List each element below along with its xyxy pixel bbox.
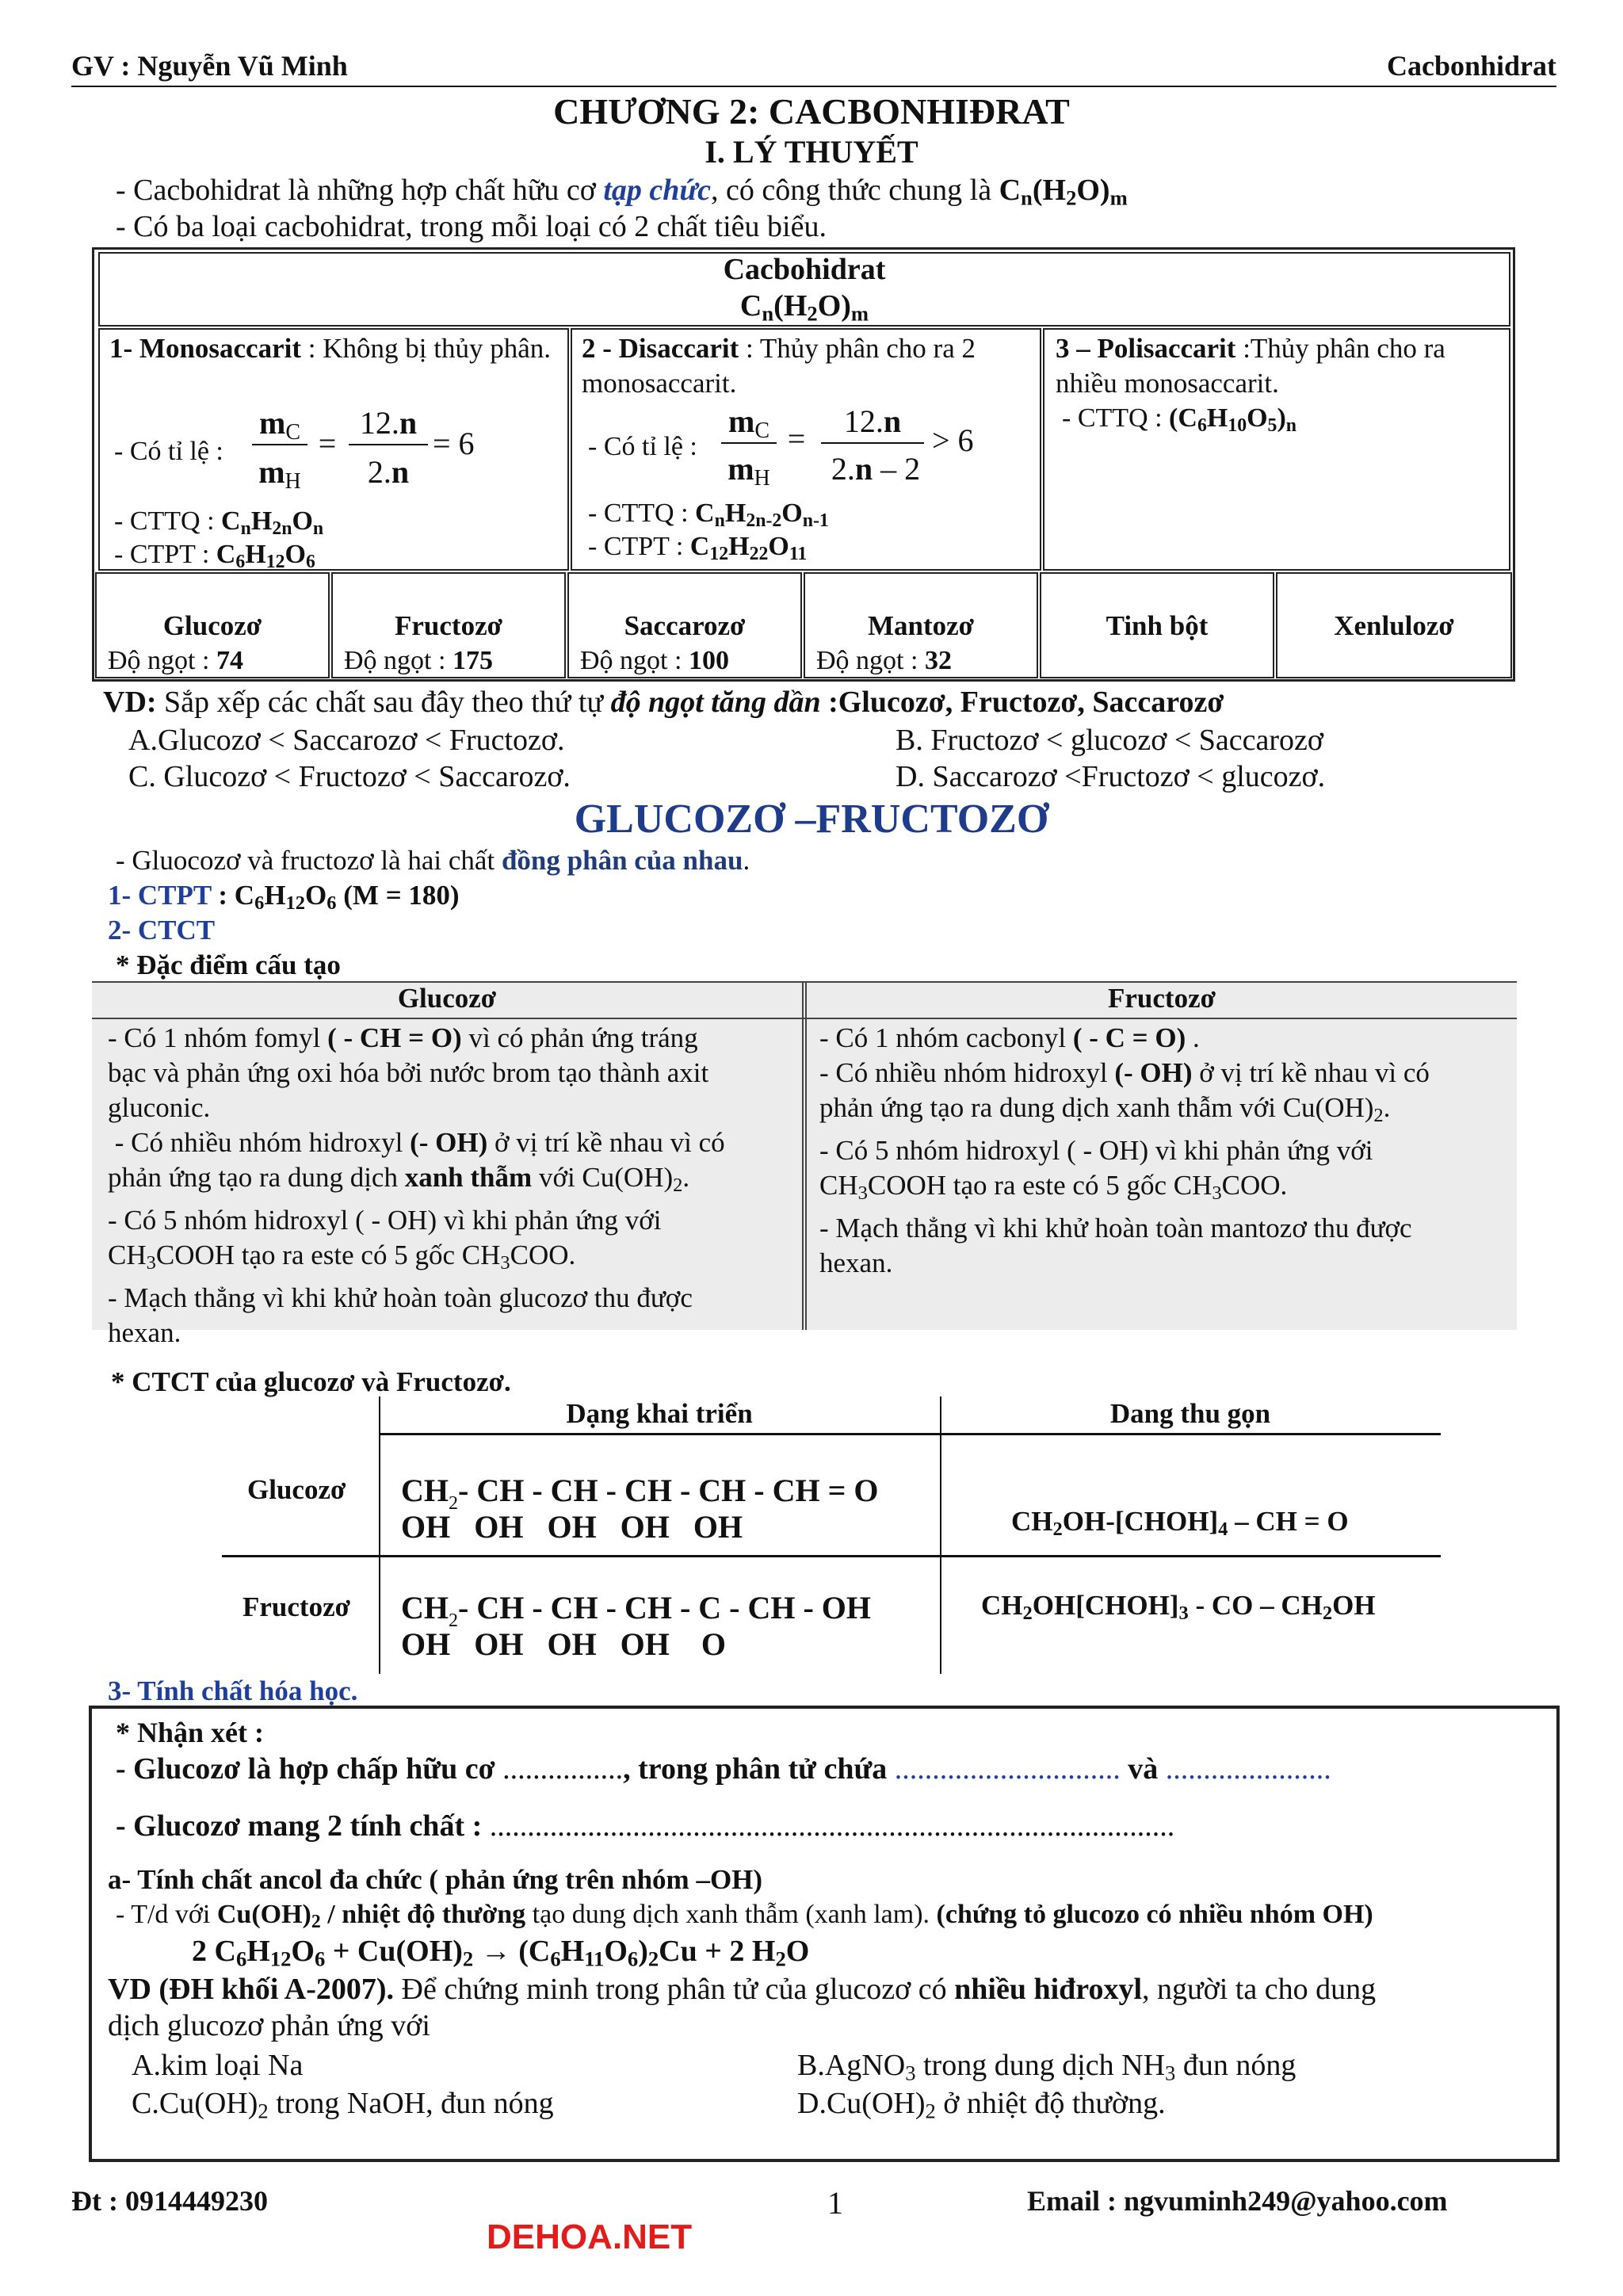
sugar-name-tinhbot: Tinh bột bbox=[1106, 610, 1209, 641]
gf-intro: - Gluocozơ và fructozơ là hai chất đồng phân của nhau. bbox=[116, 845, 750, 876]
compare-glucozo-line: phản ứng tạo ra dung dịch xanh thẫm với $Cu(OH)_2$. bbox=[108, 1162, 690, 1197]
header-rule bbox=[71, 86, 1556, 87]
props-a-line: - T/d với $Cu(OH)_2$ / nhiệt độ thường tạo dung dịch xanh thẫm (xanh lam). (chứng tỏ glucozo có nhiều nhóm OH) bbox=[116, 1900, 1373, 1932]
ctct-fructozo-label: Fructozơ bbox=[242, 1591, 350, 1622]
mono-den-right: 2.n bbox=[367, 454, 410, 490]
sugar-sweet-glucozo: Độ ngọt : 74 bbox=[108, 646, 243, 675]
footer-phone: Đt : 0914449230 bbox=[71, 2185, 268, 2217]
tap-chuc-text: tạp chức bbox=[603, 174, 712, 207]
di-cttq: - CTTQ : $C_nH_{2n-2}O_{n-1}$ bbox=[588, 499, 829, 531]
compare-glucozo-line: - Có 5 nhóm hidroxyl ( - OH) vì khi phản ứng với bbox=[108, 1205, 662, 1236]
props-option-c: $C.Cu(OH)_2$ trong NaOH, đun nóng bbox=[132, 2087, 554, 2123]
compare-glucozo-line: bạc và phản ứng oxi hóa bởi nước brom tạo thành axit bbox=[108, 1057, 709, 1088]
di-ratio-label: - Có tỉ lệ : bbox=[588, 432, 697, 461]
di-heading: 2 - Disaccarit : Thủy phân cho ra 2 monosaccarit. bbox=[582, 333, 976, 399]
section-title: I. LÝ THUYẾT bbox=[705, 134, 918, 170]
mono-result: = 6 bbox=[433, 426, 475, 461]
sugar-sweet-saccarozo: Độ ngọt : 100 bbox=[580, 646, 729, 675]
props-option-d: $D.Cu(OH)_2$ ở nhiệt độ thường. bbox=[797, 2087, 1166, 2123]
intro-line-1: - Cacbohidrat là những hợp chất hữu cơ tạp chức, có công thức chung là $C_n(H_2O)_m$ bbox=[116, 174, 1128, 210]
mono-fracline-right bbox=[349, 444, 428, 445]
compare-glucozo-line: $CH_3COOH$ tạo ra este có 5 gốc $CH_3COO$. bbox=[108, 1240, 576, 1274]
structure-note: * Đặc điểm cấu tạo bbox=[116, 949, 341, 980]
sugar-name-fructozo: Fructozơ bbox=[395, 610, 502, 641]
gf-title: GLUCOZƠ –FRUCTOZƠ bbox=[574, 797, 1049, 842]
mono-num-right: 12.n bbox=[359, 405, 418, 441]
props-a-title: a- Tính chất ancol đa chức ( phản ứng trên nhóm –OH) bbox=[108, 1864, 763, 1895]
props-line-2: - Glucozơ mang 2 tính chất : ........................................................................................... bbox=[116, 1809, 1175, 1843]
header-subject: Cacbonhidrat bbox=[1386, 50, 1556, 82]
ctct-mid-rule bbox=[222, 1555, 1441, 1557]
compare-glucozo-line: - Mạch thẳng vì khi khử hoàn toàn glucozơ thu được bbox=[108, 1282, 693, 1314]
poly-cttq: - CTTQ : $(C_6H_{10}O_5)_n$ bbox=[1062, 403, 1297, 436]
props-note: * Nhận xét : bbox=[116, 1717, 264, 1748]
compare-fructozo-body bbox=[819, 1021, 1509, 1281]
ctct-vline-2 bbox=[940, 1396, 941, 1674]
compare-glucozo-line: gluconic. bbox=[108, 1092, 211, 1123]
compare-glucozo-line: - Có 1 nhóm fomyl ( - CH = O) vì có phản ứng tráng bbox=[108, 1022, 698, 1053]
mono-equals: = bbox=[318, 426, 337, 461]
di-fracline-right bbox=[821, 442, 924, 444]
props-vd-line-1: VD (ĐH khối A-2007). Để chứng minh trong phân tử của glucozơ có nhiều hiđroxyl, người ta cho dung bbox=[108, 1973, 1377, 2006]
di-den-right: 2.n – 2 bbox=[831, 451, 921, 487]
example1-question: VD: Sắp xếp các chất sau đây theo thứ tự độ ngọt tăng dần :Glucozơ, Fructozơ, Saccarozơ bbox=[103, 686, 1224, 719]
compare-fructozo-line: phản ứng tạo ra dung dịch xanh thẫm với $Cu(OH)_2$. bbox=[819, 1092, 1391, 1127]
ctct-glucozo-label: Glucozơ bbox=[247, 1474, 346, 1505]
mono-ctpt: - CTPT : $C_6H_{12}O_6$ bbox=[114, 540, 315, 572]
compare-fructozo-line: hexan. bbox=[819, 1247, 893, 1279]
mono-heading: 1- Monosaccarit : Không bị thủy phân. bbox=[109, 333, 551, 364]
sugar-name-mantozo: Mantozơ bbox=[867, 610, 975, 641]
fructozo-oh-row: OH OH OH OH O bbox=[401, 1626, 727, 1662]
dehoa-logo: DEHOA.NET bbox=[487, 2218, 693, 2256]
example1-option-c: C. Glucozơ < Fructozơ < Saccarozơ. bbox=[128, 760, 571, 793]
mono-ratio-label: - Có tỉ lệ : bbox=[114, 437, 223, 466]
chapter-title: CHƯƠNG 2: CACBONHIĐRAT bbox=[553, 91, 1070, 132]
chem-props-title: 3- Tính chất hóa học. bbox=[108, 1675, 358, 1706]
ctct-title: * CTCT của glucozơ và Fructozơ. bbox=[111, 1366, 511, 1397]
fructozo-short: $CH_2OH[CHOH]_3$ - CO – $CH_2OH$ bbox=[981, 1590, 1376, 1625]
ctct-head-rule bbox=[379, 1433, 1441, 1435]
compare-fructozo-line: - Có 5 nhóm hidroxyl ( - OH) vì khi phản ứng với bbox=[819, 1135, 1373, 1167]
compare-fructozo-line: - Có 1 nhóm cacbonyl ( - C = O) . bbox=[819, 1022, 1200, 1053]
mono-den-left: $m_H$ bbox=[258, 454, 301, 494]
example1-option-a: A.Glucozơ < Saccarozơ < Fructozơ. bbox=[128, 724, 565, 757]
general-formula: $C_n(H_2O)_m$ bbox=[999, 174, 1128, 210]
props-option-a: A.kim loại Na bbox=[132, 2049, 304, 2082]
di-ctpt: - CTPT : $C_{12}H_{22}O_{11}$ bbox=[588, 532, 808, 564]
di-fracline-left bbox=[721, 442, 777, 444]
ctct-label: 2- CTCT bbox=[108, 915, 216, 946]
compare-glucozo-line: hexan. bbox=[108, 1317, 181, 1349]
compare-fructozo-line: - Mạch thẳng vì khi khử hoàn toàn mantozơ thu được bbox=[819, 1213, 1412, 1244]
compare-fructozo-line: $CH_3COOH$ tạo ra este có 5 gốc $CH_3COO$. bbox=[819, 1170, 1288, 1205]
sugar-name-glucozo: Glucozơ bbox=[162, 610, 262, 641]
sugar-name-xenlulozo: Xenlulozơ bbox=[1334, 610, 1454, 641]
glucozo-open-chain: $CH_2-$ CH - CH - CH - CH - CH = O bbox=[401, 1473, 879, 1514]
carb-formula: $C_n(H_2O)_m$ bbox=[739, 289, 869, 326]
props-line-1: - Glucozơ là hợp chấp hữu cơ ................, trong phân tử chứa .............................. và ...................... bbox=[116, 1752, 1331, 1786]
mono-num-left: $m_C$ bbox=[258, 405, 300, 445]
fructozo-open-chain: $CH_2-$ CH - CH - CH - C - CH - OH bbox=[401, 1590, 872, 1631]
example1-option-b: B. Fructozơ < glucozơ < Saccarozơ bbox=[896, 724, 1323, 757]
compare-head-glucozo: Glucozơ bbox=[397, 983, 497, 1014]
compare-fructozo-line: - Có nhiều nhóm hidroxyl (- OH) ở vị trí kề nhau vì có bbox=[819, 1057, 1430, 1088]
mono-cttq: - CTTQ : $C_nH_{2n}O_n$ bbox=[114, 506, 324, 539]
intro-line-2: - Có ba loại cacbohidrat, trong mỗi loại có 2 chất tiêu biểu. bbox=[116, 210, 827, 243]
sugar-name-saccarozo: Saccarozơ bbox=[624, 610, 746, 641]
ctct-vline-1 bbox=[379, 1396, 380, 1674]
ctpt-line: 1- CTPT : $C_6H_{12}O_6$ (M = 180) bbox=[108, 880, 460, 915]
props-option-b: B.AgNO$_3$ trong dung dịch $NH_3$ đun nóng bbox=[797, 2049, 1296, 2085]
example1-option-d: D. Saccarozơ <Fructozơ < glucozơ. bbox=[896, 760, 1326, 793]
di-den-left: $m_H$ bbox=[727, 451, 770, 491]
ctct-col-1: Dạng khai triển bbox=[566, 1398, 753, 1429]
glucozo-oh-row: OH OH OH OH OH bbox=[401, 1509, 743, 1545]
di-equals: = bbox=[787, 421, 806, 457]
di-result: > 6 bbox=[932, 422, 974, 458]
di-num-left: $m_C$ bbox=[727, 403, 769, 443]
carb-title: Cacbohidrat bbox=[723, 253, 886, 286]
compare-glucozo-line: - Có nhiều nhóm hidroxyl (- OH) ở vị trí kề nhau vì có bbox=[108, 1127, 725, 1158]
compare-divider bbox=[802, 981, 807, 1330]
poly-heading: 3 – Polisaccarit :Thủy phân cho ra nhiều monosaccarit. bbox=[1056, 333, 1445, 399]
props-equation: 2 $C_6H_{12}O_6 + Cu(OH)_2 \to (C_6H_{11}O_6)_2Cu + 2$ $H_2O$ bbox=[192, 1935, 810, 1971]
compare-head-fructozo: Fructozơ bbox=[1108, 983, 1216, 1014]
compare-glucozo-body bbox=[108, 1021, 797, 1350]
glucozo-short: $CH_2OH-[CHOH]_4$ – CH = O bbox=[1011, 1506, 1349, 1541]
footer-page-number: 1 bbox=[827, 2185, 843, 2221]
footer-email: Email : ngvuminh249@yahoo.com bbox=[1027, 2185, 1448, 2217]
props-vd-line-2: dịch glucozơ phản ứng với bbox=[108, 2009, 430, 2042]
ctct-col-2: Dang thu gọn bbox=[1109, 1398, 1271, 1429]
sugar-sweet-mantozo: Độ ngọt : 32 bbox=[816, 646, 952, 675]
di-num-right: 12.n bbox=[843, 403, 902, 439]
header-teacher: GV : Nguyễn Vũ Minh bbox=[71, 50, 348, 82]
mono-fracline-left bbox=[252, 444, 307, 445]
sugar-sweet-fructozo: Độ ngọt : 175 bbox=[344, 646, 493, 675]
